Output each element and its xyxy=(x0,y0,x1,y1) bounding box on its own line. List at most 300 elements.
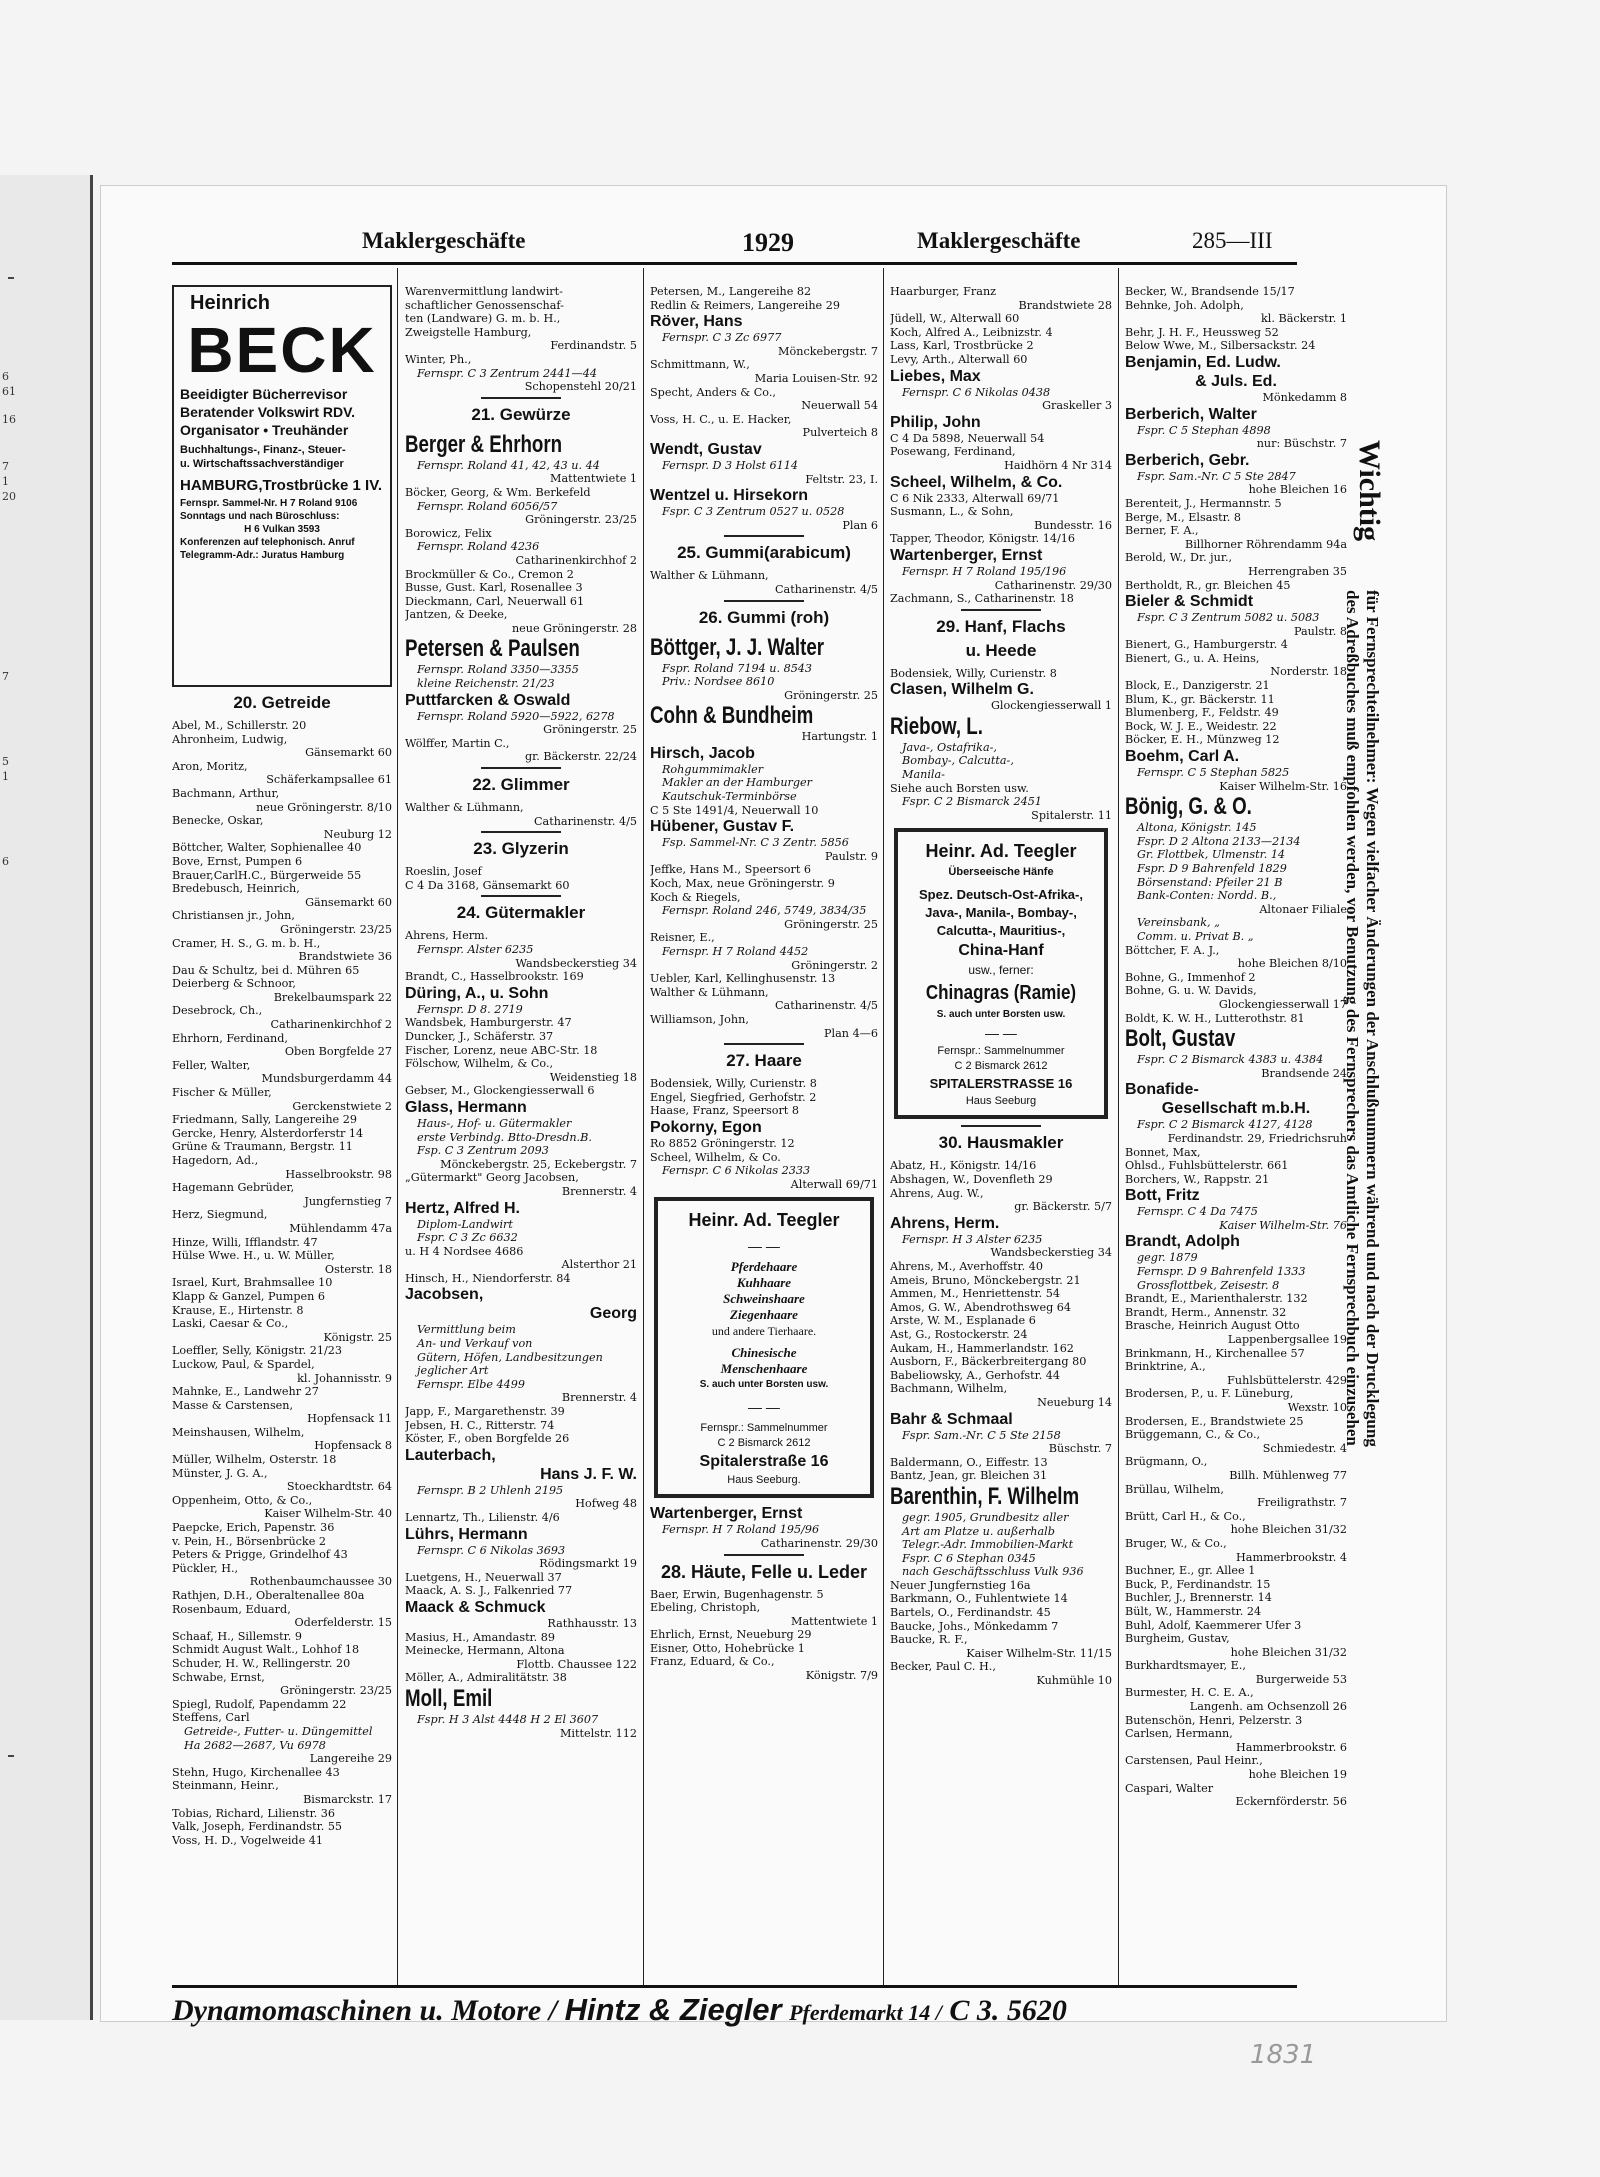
entry-line: Scheel, Wilhelm, & Co. xyxy=(650,1150,781,1164)
entry-line: Brüggemann, C., & Co., xyxy=(1125,1428,1261,1442)
entry-line: Bienert, G., u. A. Heins, xyxy=(1125,651,1260,665)
entry-line: Ebeling, Christoph, xyxy=(650,1601,761,1615)
section-heading: 23. Glyzerin xyxy=(473,839,569,859)
entry-list xyxy=(405,1617,637,1685)
entry-line: Hagemann Gebrüder, xyxy=(172,1181,295,1195)
entry-line: Mühlendamm 47a xyxy=(289,1221,392,1235)
entry-line: Ro 8852 Gröningerstr. 12 xyxy=(650,1136,795,1150)
section-heading: u. Heede xyxy=(965,640,1037,660)
firm-name: Bolt, Gustav xyxy=(1125,1025,1236,1053)
entry-line: Fspr. C 2 Bismarck 4383 u. 4384 xyxy=(1137,1053,1324,1067)
entry-line: Bank-Conten: Nordd. B., xyxy=(1137,889,1277,903)
entry-line: Stoeckhardtstr. 64 xyxy=(286,1480,392,1494)
entry-line: Kuhmühle 10 xyxy=(1036,1674,1112,1688)
ad-line: Telegramm-Adr.: Juratus Hamburg xyxy=(180,550,345,561)
entry-line: Fernspr. D 8. 2719 xyxy=(417,1002,523,1016)
section-rule xyxy=(724,535,804,537)
entry-line: Neueburg 14 xyxy=(1037,1395,1112,1409)
entry-line: Altonaer Filiale xyxy=(1259,902,1347,916)
entry-line: Fernspr. D 9 Bahrenfeld 1333 xyxy=(1137,1265,1306,1279)
section-heading: 29. Hanf, Flachs xyxy=(936,616,1066,636)
entry-line: Bonnet, Max, xyxy=(1125,1145,1201,1159)
entry-line: Busse, Gust. Karl, Rosenallee 3 xyxy=(405,581,583,595)
entry-line: Koch & Riegels, xyxy=(650,890,741,904)
section-heading: 24. Gütermakler xyxy=(456,903,586,923)
vertical-notice xyxy=(1343,440,1400,1790)
entry-line: Bove, Ernst, Pumpen 6 xyxy=(172,854,303,868)
entry-line: Langenh. am Ochsenzoll 26 xyxy=(1189,1700,1347,1714)
entry-line: Fischer, Lorenz, neue ABC-Str. 18 xyxy=(405,1043,598,1057)
entry-line: Neuerwall 54 xyxy=(801,399,878,413)
ad-line: China-Hanf xyxy=(958,942,1044,960)
entry-line: Fölschow, Wilhelm, & Co., xyxy=(405,1057,554,1071)
entry-line: Kaiser Wilhelm-Str. 11/15 xyxy=(966,1646,1112,1660)
entry-line: Levy, Arth., Alterwall 60 xyxy=(890,352,1028,366)
ad-line: Menschenhaare xyxy=(720,1361,808,1377)
footer-rule xyxy=(172,1985,1297,1988)
entry-line: Oben Borgfelde 27 xyxy=(284,1045,392,1059)
entry-line: Mattentwiete 1 xyxy=(790,1614,878,1628)
entry-line: Brandt, Herm., Annenstr. 32 xyxy=(1125,1305,1287,1319)
entry-line: Art am Platze u. außerhalb xyxy=(902,1524,1055,1538)
entry-line: Gercke, Henry, Alsterdorferstr 14 xyxy=(172,1126,364,1140)
beck-advertisement xyxy=(172,285,392,687)
entry-line: Vermittlung beim xyxy=(417,1323,516,1337)
entry-line: Bohne, G. u. W. Davids, xyxy=(1125,984,1257,998)
entry-line: Fsp. Sammel-Nr. C 3 Zentr. 5856 xyxy=(662,836,849,850)
entry-list xyxy=(650,1137,878,1191)
ad-line: und andere Tierhaare. xyxy=(711,1324,817,1339)
margin-rule xyxy=(8,277,14,279)
ad-line: Schweinshaare xyxy=(723,1291,805,1307)
entry-line: Catharinenstr. 29/30 xyxy=(994,578,1112,592)
entry-line: Catharinenkirchhof 2 xyxy=(270,1018,392,1032)
entry-line: Benecke, Oskar, xyxy=(172,814,264,828)
teegler-hair-advertisement xyxy=(654,1197,874,1498)
entry-line: Böttcher, F. A. J., xyxy=(1125,943,1220,957)
firm-name: Böttger, J. J. Walter xyxy=(650,633,825,661)
entry-list xyxy=(1125,285,1347,353)
entry-line: Cramer, H. S., G. m. b. H., xyxy=(172,936,321,950)
entry-line: Abatz, H., Königstr. 14/16 xyxy=(890,1159,1037,1173)
entry-line: Herrengraben 35 xyxy=(1248,564,1347,578)
entry-line: Jungfernstieg 7 xyxy=(304,1194,392,1208)
ad-divider: — — xyxy=(748,1399,780,1416)
entry-line: Japp, F., Margarethenstr. 39 xyxy=(405,1405,565,1419)
ad-divider: — — xyxy=(985,1025,1017,1042)
entry-line: Bertholdt, R., gr. Bleichen 45 xyxy=(1125,578,1291,592)
entry-line: Gänsemarkt 60 xyxy=(305,746,392,760)
entry-list xyxy=(650,569,878,596)
firm-name: Wartenberger, Ernst xyxy=(890,546,1043,564)
entry-line: Posewang, Ferdinand, xyxy=(890,445,1016,459)
firm-name: Pokorny, Egon xyxy=(650,1118,762,1136)
section-heading: 25. Gummi(arabicum) xyxy=(677,543,851,563)
entry-list xyxy=(405,1323,637,1445)
ad-line: Ziegenhaare xyxy=(730,1307,798,1323)
entry-line: Getreide-, Futter- u. Düngemittel xyxy=(184,1724,373,1738)
entry-list xyxy=(650,331,878,440)
entry-line: Steffens, Carl xyxy=(172,1711,250,1725)
entry-list xyxy=(405,1544,637,1598)
entry-line: neue Gröningerstr. 28 xyxy=(511,621,637,635)
entry-line: Mittelstr. 112 xyxy=(559,1726,637,1740)
entry-line: Neuer Jungfernstieg 16a xyxy=(890,1578,1031,1592)
ad-line: Java-, Manila-, Bombay-, xyxy=(925,905,1077,921)
firm-name: Hans J. F. W. xyxy=(540,1465,637,1483)
entry-list xyxy=(1125,611,1347,747)
firm-name: Clasen, Wilhelm G. xyxy=(890,681,1034,699)
entry-list xyxy=(405,1218,637,1286)
margin-number: 1 xyxy=(2,475,9,488)
entry-line: Ammen, M., Henriettenstr. 54 xyxy=(890,1287,1061,1301)
entry-line: Winter, Ph., xyxy=(405,352,472,366)
entry-line: Fernspr. C 3 Zentrum 2441—44 xyxy=(417,366,597,380)
entry-line: Ahronheim, Ludwig, xyxy=(172,732,288,746)
entry-line: Brennerstr. 4 xyxy=(561,1184,637,1198)
entry-line: Bodensiek, Willy, Curienstr. 8 xyxy=(650,1077,817,1091)
entry-line: Wexstr. 10 xyxy=(1287,1401,1347,1414)
ad-line: Fernspr. Sammel-Nr. H 7 Roland 9106 xyxy=(180,498,358,509)
entry-list xyxy=(890,492,1112,546)
entry-line: Walther & Lühmann, xyxy=(650,569,769,583)
entry-line: Luetgens, H., Neuerwall 37 xyxy=(405,1570,562,1584)
entry-line: Böcker, Georg, & Wm. Berkefeld xyxy=(405,485,591,499)
firm-name: Philip, John xyxy=(890,413,981,431)
entry-line: Mundsburgerdamm 44 xyxy=(261,1072,392,1086)
entry-list xyxy=(405,1003,637,1098)
firm-name: Bahr & Schmaal xyxy=(890,1410,1013,1428)
entry-line: hohe Bleichen 8/10 xyxy=(1237,957,1347,971)
ad-title: Heinr. Ad. Teegler xyxy=(688,1210,840,1231)
entry-line: Eisner, Otto, Hohebrücke 1 xyxy=(650,1641,805,1655)
entry-line: Plan 6 xyxy=(842,518,878,532)
entry-line: nur: Büschstr. 7 xyxy=(1256,437,1347,451)
entry-line: Catharinenkirchhof 2 xyxy=(515,553,637,567)
entry-line: Israel, Kurt, Brahmsallee 10 xyxy=(172,1276,333,1290)
entry-line: Tapper, Theodor, Königstr. 14/16 xyxy=(890,532,1076,546)
entry-line: Pulverteich 8 xyxy=(802,426,878,440)
firm-name: Bott, Fritz xyxy=(1125,1187,1200,1205)
margin-number: 7 xyxy=(2,460,9,473)
entry-line: Berold, W., Dr. jur., xyxy=(1125,551,1233,565)
entry-line: Bohne, G., Immenhof 2 xyxy=(1125,970,1256,984)
entry-list xyxy=(1125,766,1347,793)
entry-list xyxy=(890,285,1112,367)
entry-line: Schaaf, H., Sillemstr. 9 xyxy=(172,1629,302,1643)
entry-list xyxy=(650,1523,878,1550)
ad-line: Fernspr.: Sammelnummer xyxy=(937,1045,1065,1058)
entry-line: kl. Bäckerstr. 1 xyxy=(1261,312,1347,326)
entry-line: Java-, Ostafrika-, xyxy=(902,740,997,754)
entry-line: Paepcke, Erich, Papenstr. 36 xyxy=(172,1521,335,1535)
entry-line: Haarburger, Franz xyxy=(890,285,997,298)
entry-line: Fspr. C 2 Bismarck 4127, 4128 xyxy=(1137,1118,1313,1132)
footer-left: Dynamomaschinen u. Motore / xyxy=(172,1994,558,2027)
entry-line: Brüllau, Wilhelm, xyxy=(1125,1482,1224,1496)
entry-line: Neuburg 12 xyxy=(323,827,392,841)
entry-line: Fspr. C 3 Zentrum 0527 u. 0528 xyxy=(662,505,845,519)
entry-line: Fspr. C 5 Stephan 4898 xyxy=(1137,423,1271,437)
entry-line: Fischer & Müller, xyxy=(172,1086,272,1100)
entry-line: Rödingsmarkt 19 xyxy=(539,1557,637,1571)
firm-name: Röver, Hans xyxy=(650,313,743,331)
entry-line: Brandstwiete 28 xyxy=(1018,298,1112,312)
entry-line: Behr, J. H. F., Heussweg 52 xyxy=(1125,325,1279,339)
entry-line: Hofweg 48 xyxy=(575,1497,637,1511)
entry-line: Below Wwe, M., Silbersackstr. 24 xyxy=(1125,339,1316,353)
entry-line: Ahrens, Aug. W., xyxy=(890,1186,984,1200)
margin-number: 6 xyxy=(2,370,9,383)
entry-line: Fernspr. H 7 Roland 4452 xyxy=(662,945,809,958)
entry-line: Glockengiesserwall 1 xyxy=(990,699,1112,713)
entry-line: Steinmann, Heinr., xyxy=(172,1779,279,1793)
entry-line: Schäferkampsallee 61 xyxy=(266,773,392,787)
entry-line: Bredebusch, Heinrich, xyxy=(172,882,300,896)
entry-line: Buchler, J., Brennerstr. 14 xyxy=(1125,1591,1272,1605)
entry-line: Fernspr. Alster 6235 xyxy=(417,943,534,956)
column-rule xyxy=(883,268,884,1988)
entry-line: u. H 4 Nordsee 4686 xyxy=(405,1244,524,1258)
ad-line: Beeidigter Bücherrevisor xyxy=(180,386,348,402)
entry-line: Fuhlsbüttelerstr. 429 xyxy=(1227,1373,1347,1387)
entry-line: Bombay-, Calcutta-, xyxy=(902,754,1014,768)
entry-line: Burmester, H. C. E. A., xyxy=(1125,1686,1254,1700)
pencil-mark: 1831 xyxy=(1250,2040,1317,2070)
ad-line: C 2 Bismarck 2612 xyxy=(717,1437,811,1450)
entry-list xyxy=(890,699,1112,713)
section-heading: 28. Häute, Felle u. Leder xyxy=(660,1561,868,1582)
header-rule xyxy=(172,262,1297,265)
entry-line: Vereinsbank, „ xyxy=(1137,916,1220,930)
entry-line: Ohlsd., Fuhlsbüttelerstr. 661 xyxy=(1125,1159,1289,1173)
entry-line: Behnke, Joh. Adolph, xyxy=(1125,298,1244,312)
entry-line: hohe Bleichen 31/32 xyxy=(1230,1645,1347,1659)
entry-line: Weidenstieg 18 xyxy=(549,1070,637,1084)
entry-line: Mönkedamm 8 xyxy=(1262,390,1347,404)
ad-line: Spitalerstraße 16 xyxy=(699,1453,829,1471)
firm-name: Moll, Emil xyxy=(405,1684,493,1712)
ad-line: SPITALERSTRASSE 16 xyxy=(929,1076,1073,1092)
entry-line: Fernspr. D 3 Holst 6114 xyxy=(662,458,798,472)
ad-line: Spez. Deutsch-Ost-Afrika-, xyxy=(919,887,1083,903)
firm-name: Barenthin, F. Wilhelm xyxy=(890,1482,1080,1510)
entry-line: Fernspr. H 7 Roland 195/96 xyxy=(662,1523,820,1537)
entry-line: Köster, F., oben Borgfelde 26 xyxy=(405,1432,570,1446)
entry-line: Voss, H. C., u. E. Hacker, xyxy=(650,412,792,426)
entry-line: Fernspr. Roland 5920—5922, 6278 xyxy=(417,709,615,723)
entry-line: Hagedorn, Ad., xyxy=(172,1154,259,1167)
entry-line: Rathjen, D.H., Oberaltenallee 80a xyxy=(172,1589,365,1602)
entry-line: Carstensen, Paul Heinr., xyxy=(1125,1754,1263,1768)
entry-line: Becker, W., Brandsende 15/17 xyxy=(1125,285,1295,298)
entry-line: Carlsen, Hermann, xyxy=(1125,1727,1233,1741)
entry-list xyxy=(1125,424,1347,451)
entry-line: Feltstr. 23, I. xyxy=(805,472,878,486)
entry-line: kleine Reichenstr. 21/23 xyxy=(417,677,555,691)
entry-line: Wandsbek, Hamburgerstr. 47 xyxy=(405,1016,572,1030)
entry-line: nach Geschäftsschluss Vulk 936 xyxy=(902,1565,1084,1579)
firm-name: Brandt, Adolph xyxy=(1125,1233,1240,1251)
entry-line: Zachmann, S., Catharinenstr. 18 xyxy=(890,592,1074,606)
entry-line: Schwabe, Ernst, xyxy=(172,1670,265,1684)
firm-name: Glass, Hermann xyxy=(405,1098,527,1116)
entry-line: Brauer,CarlH.C., Bürgerweide 55 xyxy=(172,868,362,882)
entry-line: Koch, Alfred A., Leibnizstr. 4 xyxy=(890,325,1053,339)
entry-line: Gütern, Höfen, Landbesitzungen xyxy=(417,1350,603,1364)
entry-list xyxy=(405,865,637,892)
entry-line: Brockmüller & Co., Cremon 2 xyxy=(405,567,574,581)
entry-line: Altona, Königstr. 145 xyxy=(1137,821,1257,835)
entry-line: Müller, Wilhelm, Osterstr. 18 xyxy=(172,1453,337,1467)
entry-line: Fspr. C 3 Zentrum 5082 u. 5083 xyxy=(1137,611,1320,625)
entry-line: Gänsemarkt 60 xyxy=(305,895,392,909)
entry-line: Lappenbergsallee 19 xyxy=(1227,1333,1347,1347)
entry-list xyxy=(405,1713,637,1740)
entry-list xyxy=(1125,470,1347,592)
ad-line: Calcutta-, Mauritius-, xyxy=(936,923,1066,939)
entry-line: Engel, Siegfried, Gerhofstr. 2 xyxy=(650,1090,817,1104)
entry-line: Brütt, Carl H., & Co., xyxy=(1125,1509,1246,1523)
firm-name: Wentzel u. Hirsekorn xyxy=(650,487,808,505)
entry-line: Haase, Franz, Speersort 8 xyxy=(650,1104,799,1118)
entry-line: Schmiedestr. 4 xyxy=(1262,1441,1347,1455)
entry-line: Burkhardtsmayer, E., xyxy=(1125,1659,1246,1673)
entry-line: Fspr. Roland 7194 u. 8543 xyxy=(662,661,813,675)
entry-line: Abshagen, W., Dovenfleth 29 xyxy=(890,1173,1053,1187)
entry-list xyxy=(1125,1053,1347,1080)
section-rule xyxy=(724,1554,804,1556)
ad-line: Fernspr.: Sammelnummer xyxy=(700,1422,828,1435)
entry-line: Fspr. H 3 Alst 4448 H 2 El 3607 xyxy=(417,1712,599,1726)
entry-line: Bismarckstr. 17 xyxy=(303,1792,392,1806)
entry-line: Williamson, John, xyxy=(650,1012,749,1026)
entry-list xyxy=(405,710,637,764)
entry-line: Ferdinandstr. 5 xyxy=(550,339,637,353)
entry-line: Burgheim, Gustav, xyxy=(1125,1632,1230,1646)
entry-line: Gröningerstr. 23/25 xyxy=(280,922,392,936)
ad-first-name: Heinrich xyxy=(190,292,271,314)
section-heading: 27. Haare xyxy=(726,1051,802,1071)
section-rule xyxy=(724,1043,804,1045)
entry-line: Reisner, E., xyxy=(650,931,715,945)
section-rule xyxy=(481,397,561,399)
section-heading: 22. Glimmer xyxy=(472,775,570,795)
entry-line: Fernspr. Roland 4236 xyxy=(417,540,540,554)
section-heading: 21. Gewürze xyxy=(471,404,571,424)
entry-list xyxy=(1125,1251,1347,1808)
entry-list xyxy=(1125,391,1347,405)
entry-line: Schmittmann, W., xyxy=(650,358,750,372)
entry-line: Valk, Joseph, Ferdinandstr. 55 xyxy=(172,1820,343,1834)
entry-line: Brinkmann, H., Kirchenallee 57 xyxy=(1125,1346,1305,1360)
entry-line: Wölffer, Martin C., xyxy=(405,736,510,750)
entry-line: Alterwall 69/71 xyxy=(790,1177,878,1191)
entry-line: Königstr. 7/9 xyxy=(805,1669,878,1683)
column-rule xyxy=(397,268,398,1988)
firm-name: & Juls. Ed. xyxy=(1195,372,1277,390)
entry-list xyxy=(650,285,878,312)
entry-line: Blumenberg, F., Feldstr. 49 xyxy=(1125,706,1279,720)
entry-list xyxy=(1125,821,1347,1025)
entry-line: Börsenstand: Pfeiler 21 B xyxy=(1137,875,1283,889)
entry-line: Graskeller 3 xyxy=(1042,399,1112,413)
entry-line: Büschstr. 7 xyxy=(1048,1442,1112,1456)
entry-line: Fspr. Sam.-Nr. C 5 Ste 2847 xyxy=(1137,469,1296,483)
entry-line: Haidhörn 4 Nr 314 xyxy=(1004,458,1112,472)
entry-line: Herz, Siegmund, xyxy=(172,1208,268,1222)
entry-line: Bachmann, Wilhelm, xyxy=(890,1382,1008,1396)
entry-line: Fernspr. Roland 6056/57 xyxy=(417,499,558,513)
firm-name: Gesellschaft m.b.H. xyxy=(1161,1100,1311,1118)
entry-line: Fspr. C 6 Stephan 0345 xyxy=(902,1551,1036,1565)
entry-list xyxy=(650,730,878,744)
entry-line: Becker, Paul C. H., xyxy=(890,1660,996,1674)
entry-line: Feller, Walter, xyxy=(172,1058,251,1072)
entry-line: Fernspr. Elbe 4499 xyxy=(417,1377,526,1391)
footer-address: Pferdemarkt 14 / xyxy=(789,2000,942,2025)
entry-line: Bruger, W., & Co., xyxy=(1125,1536,1227,1550)
entry-line: Hopfensack 11 xyxy=(307,1412,392,1426)
firm-name: Wartenberger, Ernst xyxy=(650,1505,803,1523)
entry-line: Catharinenstr. 4/5 xyxy=(774,582,878,596)
firm-name: Düring, A., u. Sohn xyxy=(405,984,549,1002)
entry-line: Dau & Schultz, bei d. Mühren 65 xyxy=(172,963,360,977)
entry-list xyxy=(650,1588,878,1683)
entry-line: Fernspr. H 7 Roland 195/196 xyxy=(902,564,1067,578)
ad-line: Haus Seeburg xyxy=(965,1095,1037,1108)
margin-number: 20 xyxy=(2,490,16,503)
section-rule xyxy=(724,600,804,602)
entry-line: Billh. Mühlenweg 77 xyxy=(1229,1468,1347,1482)
ad-line: u. Wirtschaftssachverständiger xyxy=(180,458,344,470)
entry-line: gr. Bäckerstr. 22/24 xyxy=(524,750,637,764)
entry-line: Meinshausen, Wilhelm, xyxy=(172,1425,305,1439)
firm-name: Hübener, Gustav F. xyxy=(650,818,795,836)
entry-line: Königstr. 25 xyxy=(323,1330,392,1344)
entry-line: Borowicz, Felix xyxy=(405,526,492,540)
entry-line: Kaiser Wilhelm-Str. 76 xyxy=(1219,1218,1347,1232)
entry-line: Redlin & Reimers, Langereihe 29 xyxy=(650,298,840,312)
entry-line: Walther & Lühmann, xyxy=(650,985,769,999)
entry-line: Rathhausstr. 13 xyxy=(547,1616,637,1630)
notice-title: Wichtig xyxy=(1353,440,1386,542)
margin-number: 1 xyxy=(2,770,9,783)
entry-line: Baldermann, O., Eiffestr. 13 xyxy=(890,1455,1048,1469)
entry-line: Hinze, Willi, Ifflandstr. 47 xyxy=(172,1235,318,1249)
entry-line: Zweigstelle Hamburg, xyxy=(405,325,532,339)
footer-brand: Hintz & Ziegler xyxy=(564,1992,782,2027)
entry-list xyxy=(405,459,637,636)
entry-line: Bock, W. J. E., Weidestr. 22 xyxy=(1125,719,1277,733)
entry-line: Gröningerstr. 25 xyxy=(784,688,878,702)
firm-name: Bönig, G. & O. xyxy=(1125,793,1252,821)
entry-line: Paulstr. 8 xyxy=(1293,624,1347,638)
entry-line: Jüdell, W., Alterwall 60 xyxy=(890,312,1020,326)
entry-line: Böttcher, Walter, Sophienallee 40 xyxy=(172,841,362,855)
entry-list xyxy=(405,663,637,690)
entry-line: Baucke, R. F., xyxy=(890,1633,968,1647)
ad-line: H 6 Vulkan 3593 xyxy=(244,524,320,535)
entry-line: Schopenstehl 20/21 xyxy=(524,380,637,394)
entry-list xyxy=(650,763,878,817)
entry-line: Gebser, M., Glockengiesserwall 6 xyxy=(405,1084,595,1098)
entry-line: Ausborn, F., Bäckerbreitergang 80 xyxy=(890,1355,1087,1369)
entry-line: Specht, Anders & Co., xyxy=(650,385,776,399)
entry-list xyxy=(405,929,637,983)
entry-line: Fernspr. B 2 Uhlenh 2195 xyxy=(417,1483,564,1497)
entry-line: Plan 4—6 xyxy=(824,1026,878,1040)
